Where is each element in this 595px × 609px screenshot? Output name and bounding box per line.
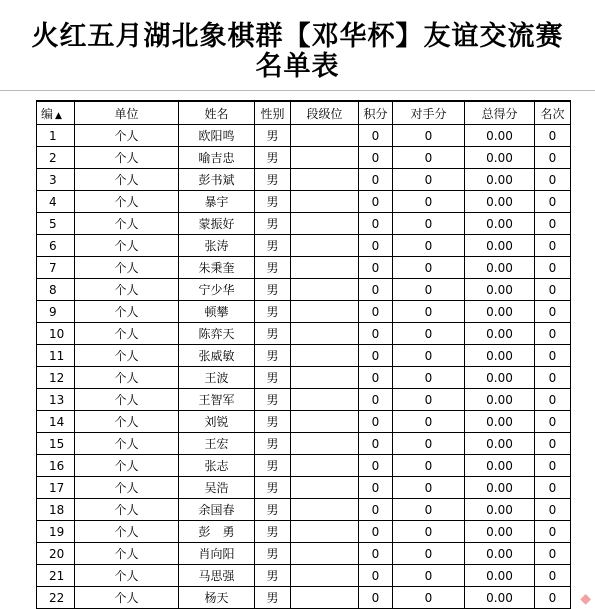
cell-place[interactable]: 0	[535, 125, 571, 147]
cell-name[interactable]: 陈弈天	[179, 323, 255, 345]
sort-ascending-icon[interactable]: ▲	[55, 110, 62, 121]
cell-rank[interactable]	[291, 323, 359, 345]
cell-gender[interactable]: 男	[255, 455, 291, 477]
cell-unit[interactable]: 个人	[75, 499, 179, 521]
cell-total[interactable]: 0.00	[465, 587, 535, 609]
cell-no[interactable]: 3	[37, 169, 75, 191]
cell-rank[interactable]	[291, 521, 359, 543]
table-row[interactable]	[37, 477, 571, 499]
cell-opponent-score[interactable]: 0	[393, 411, 465, 433]
cell-opponent-score[interactable]: 0	[393, 125, 465, 147]
cell-name[interactable]: 余国春	[179, 499, 255, 521]
cell-opponent-score[interactable]: 0	[393, 499, 465, 521]
cell-rank[interactable]	[291, 455, 359, 477]
cell-unit[interactable]: 个人	[75, 323, 179, 345]
cell-gender[interactable]: 男	[255, 125, 291, 147]
cell-gender[interactable]: 男	[255, 279, 291, 301]
table-header-row	[37, 101, 571, 125]
cell-gender[interactable]: 男	[255, 587, 291, 609]
cell-rank[interactable]	[291, 169, 359, 191]
cell-points[interactable]: 0	[359, 499, 393, 521]
page-subtitle: 名单表	[255, 51, 340, 82]
cell-unit[interactable]: 个人	[75, 235, 179, 257]
column-header-rank[interactable]: 段级位	[291, 101, 359, 125]
cell-points[interactable]: 0	[359, 587, 393, 609]
cell-unit[interactable]: 个人	[75, 587, 179, 609]
cell-opponent-score[interactable]: 0	[393, 433, 465, 455]
table-row[interactable]	[37, 455, 571, 477]
cell-opponent-score[interactable]: 0	[393, 345, 465, 367]
table-row[interactable]	[37, 301, 571, 323]
cell-opponent-score[interactable]: 0	[393, 279, 465, 301]
cell-place[interactable]: 0	[535, 235, 571, 257]
cell-place[interactable]: 0	[535, 169, 571, 191]
cell-no[interactable]: 22	[37, 587, 75, 609]
cell-points[interactable]: 0	[359, 257, 393, 279]
cell-points[interactable]: 0	[359, 477, 393, 499]
cell-name[interactable]: 顿攀	[179, 301, 255, 323]
cell-place[interactable]: 0	[535, 279, 571, 301]
cell-name[interactable]: 刘锐	[179, 411, 255, 433]
cell-no[interactable]: 17	[37, 477, 75, 499]
cell-points[interactable]: 0	[359, 367, 393, 389]
cell-name[interactable]: 喻吉忠	[179, 147, 255, 169]
cell-gender[interactable]: 男	[255, 433, 291, 455]
table-row[interactable]	[37, 147, 571, 169]
cell-rank[interactable]	[291, 499, 359, 521]
cell-total[interactable]: 0.00	[465, 367, 535, 389]
cell-name[interactable]: 朱秉奎	[179, 257, 255, 279]
cell-no[interactable]: 4	[37, 191, 75, 213]
cell-name[interactable]: 王智军	[179, 389, 255, 411]
cell-rank[interactable]	[291, 433, 359, 455]
cell-rank[interactable]	[291, 257, 359, 279]
cell-total[interactable]: 0.00	[465, 147, 535, 169]
cell-name[interactable]: 杨天	[179, 587, 255, 609]
cell-place[interactable]: 0	[535, 345, 571, 367]
cell-unit[interactable]: 个人	[75, 455, 179, 477]
cell-unit[interactable]: 个人	[75, 257, 179, 279]
cell-points[interactable]: 0	[359, 565, 393, 587]
cell-gender[interactable]: 男	[255, 565, 291, 587]
table-row[interactable]	[37, 565, 571, 587]
roster-table	[36, 100, 571, 609]
cell-rank[interactable]	[291, 565, 359, 587]
cell-opponent-score[interactable]: 0	[393, 169, 465, 191]
cell-rank[interactable]	[291, 125, 359, 147]
cell-place[interactable]: 0	[535, 147, 571, 169]
cell-no[interactable]: 7	[37, 257, 75, 279]
cell-place[interactable]: 0	[535, 191, 571, 213]
cell-total[interactable]: 0.00	[465, 433, 535, 455]
cell-total[interactable]: 0.00	[465, 235, 535, 257]
cell-gender[interactable]: 男	[255, 191, 291, 213]
cell-total[interactable]: 0.00	[465, 323, 535, 345]
cell-no[interactable]: 2	[37, 147, 75, 169]
cell-unit[interactable]: 个人	[75, 543, 179, 565]
table-row[interactable]	[37, 279, 571, 301]
cell-points[interactable]: 0	[359, 345, 393, 367]
cell-total[interactable]: 0.00	[465, 169, 535, 191]
cell-gender[interactable]: 男	[255, 345, 291, 367]
cell-unit[interactable]: 个人	[75, 301, 179, 323]
cell-place[interactable]: 0	[535, 323, 571, 345]
cell-name[interactable]: 暴宇	[179, 191, 255, 213]
cell-rank[interactable]	[291, 235, 359, 257]
table-row[interactable]	[37, 323, 571, 345]
cell-opponent-score[interactable]: 0	[393, 235, 465, 257]
cell-unit[interactable]: 个人	[75, 411, 179, 433]
cell-place[interactable]: 0	[535, 433, 571, 455]
cell-total[interactable]: 0.00	[465, 477, 535, 499]
cell-no[interactable]: 9	[37, 301, 75, 323]
cell-opponent-score[interactable]: 0	[393, 213, 465, 235]
cell-rank[interactable]	[291, 367, 359, 389]
cell-place[interactable]: 0	[535, 499, 571, 521]
cell-unit[interactable]: 个人	[75, 213, 179, 235]
table-row[interactable]	[37, 367, 571, 389]
cell-total[interactable]: 0.00	[465, 301, 535, 323]
cell-gender[interactable]: 男	[255, 257, 291, 279]
cell-rank[interactable]	[291, 191, 359, 213]
table-row[interactable]	[37, 433, 571, 455]
cell-points[interactable]: 0	[359, 411, 393, 433]
cell-name[interactable]: 欧阳鸣	[179, 125, 255, 147]
cell-unit[interactable]: 个人	[75, 367, 179, 389]
cell-name[interactable]: 张志	[179, 455, 255, 477]
column-header-name[interactable]: 姓名	[179, 101, 255, 125]
cell-gender[interactable]: 男	[255, 235, 291, 257]
table-row[interactable]	[37, 543, 571, 565]
cell-place[interactable]: 0	[535, 411, 571, 433]
cell-points[interactable]: 0	[359, 235, 393, 257]
cell-total[interactable]: 0.00	[465, 499, 535, 521]
column-header-opponent-score[interactable]: 对手分	[393, 101, 465, 125]
cell-total[interactable]: 0.00	[465, 345, 535, 367]
cell-points[interactable]: 0	[359, 279, 393, 301]
table-row[interactable]	[37, 411, 571, 433]
cell-points[interactable]: 0	[359, 147, 393, 169]
cell-gender[interactable]: 男	[255, 367, 291, 389]
cell-unit[interactable]: 个人	[75, 125, 179, 147]
table-row[interactable]	[37, 213, 571, 235]
cell-opponent-score[interactable]: 0	[393, 257, 465, 279]
roster-body	[37, 125, 571, 609]
cell-unit[interactable]: 个人	[75, 521, 179, 543]
table-row[interactable]	[37, 499, 571, 521]
cell-gender[interactable]: 男	[255, 499, 291, 521]
page-title: 火红五月湖北象棋群【邓华杯】友谊交流赛	[31, 21, 564, 52]
sheet-gridline	[0, 90, 595, 91]
table-row[interactable]	[37, 521, 571, 543]
cell-points[interactable]: 0	[359, 191, 393, 213]
cell-points[interactable]: 0	[359, 213, 393, 235]
cell-total[interactable]: 0.00	[465, 521, 535, 543]
cell-no[interactable]: 19	[37, 521, 75, 543]
cell-no[interactable]: 10	[37, 323, 75, 345]
table-row[interactable]	[37, 257, 571, 279]
cell-gender[interactable]: 男	[255, 543, 291, 565]
cell-unit[interactable]: 个人	[75, 389, 179, 411]
table-row[interactable]	[37, 345, 571, 367]
cell-gender[interactable]: 男	[255, 477, 291, 499]
cell-no[interactable]: 21	[37, 565, 75, 587]
cell-opponent-score[interactable]: 0	[393, 323, 465, 345]
cell-name[interactable]: 蒙振好	[179, 213, 255, 235]
cell-gender[interactable]: 男	[255, 411, 291, 433]
cell-name[interactable]: 张威敏	[179, 345, 255, 367]
cell-gender[interactable]: 男	[255, 323, 291, 345]
cell-name[interactable]: 张涛	[179, 235, 255, 257]
cell-points[interactable]: 0	[359, 389, 393, 411]
column-header-no[interactable]: 编 ▲	[37, 101, 75, 125]
cell-total[interactable]: 0.00	[465, 125, 535, 147]
cell-total[interactable]: 0.00	[465, 257, 535, 279]
cell-total[interactable]: 0.00	[465, 411, 535, 433]
cell-opponent-score[interactable]: 0	[393, 477, 465, 499]
cell-name[interactable]: 彭书斌	[179, 169, 255, 191]
cell-place[interactable]: 0	[535, 213, 571, 235]
cell-place[interactable]: 0	[535, 477, 571, 499]
table-row[interactable]	[37, 169, 571, 191]
cell-no[interactable]: 8	[37, 279, 75, 301]
table-row[interactable]	[37, 125, 571, 147]
cell-rank[interactable]	[291, 389, 359, 411]
cell-rank[interactable]	[291, 587, 359, 609]
cell-total[interactable]: 0.00	[465, 191, 535, 213]
cell-gender[interactable]: 男	[255, 389, 291, 411]
cell-opponent-score[interactable]: 0	[393, 367, 465, 389]
cell-total[interactable]: 0.00	[465, 565, 535, 587]
cell-no[interactable]: 16	[37, 455, 75, 477]
cell-rank[interactable]	[291, 213, 359, 235]
cell-gender[interactable]: 男	[255, 169, 291, 191]
cell-points[interactable]: 0	[359, 521, 393, 543]
cell-unit[interactable]: 个人	[75, 169, 179, 191]
cell-points[interactable]: 0	[359, 323, 393, 345]
cell-total[interactable]: 0.00	[465, 213, 535, 235]
column-header-gender[interactable]: 性别	[255, 101, 291, 125]
cell-gender[interactable]: 男	[255, 301, 291, 323]
cell-unit[interactable]: 个人	[75, 565, 179, 587]
cell-name[interactable]: 马思强	[179, 565, 255, 587]
cell-unit[interactable]: 个人	[75, 345, 179, 367]
cell-points[interactable]: 0	[359, 455, 393, 477]
table-row[interactable]	[37, 235, 571, 257]
cell-opponent-score[interactable]: 0	[393, 389, 465, 411]
cell-unit[interactable]: 个人	[75, 477, 179, 499]
cell-gender[interactable]: 男	[255, 521, 291, 543]
cell-rank[interactable]	[291, 345, 359, 367]
cell-gender[interactable]: 男	[255, 213, 291, 235]
cell-no[interactable]: 1	[37, 125, 75, 147]
cell-unit[interactable]: 个人	[75, 191, 179, 213]
cell-no[interactable]: 15	[37, 433, 75, 455]
cell-total[interactable]: 0.00	[465, 543, 535, 565]
cell-name[interactable]: 肖向阳	[179, 543, 255, 565]
cell-opponent-score[interactable]: 0	[393, 543, 465, 565]
cell-points[interactable]: 0	[359, 125, 393, 147]
cell-opponent-score[interactable]: 0	[393, 147, 465, 169]
watermark-logo: ◆	[580, 591, 591, 607]
cell-rank[interactable]	[291, 279, 359, 301]
cell-name[interactable]: 王宏	[179, 433, 255, 455]
cell-place[interactable]: 0	[535, 257, 571, 279]
cell-opponent-score[interactable]: 0	[393, 455, 465, 477]
cell-gender[interactable]: 男	[255, 147, 291, 169]
table-row[interactable]	[37, 389, 571, 411]
cell-points[interactable]: 0	[359, 433, 393, 455]
cell-no[interactable]: 20	[37, 543, 75, 565]
cell-no[interactable]: 6	[37, 235, 75, 257]
cell-opponent-score[interactable]: 0	[393, 587, 465, 609]
cell-opponent-score[interactable]: 0	[393, 565, 465, 587]
cell-unit[interactable]: 个人	[75, 279, 179, 301]
cell-total[interactable]: 0.00	[465, 455, 535, 477]
cell-place[interactable]: 0	[535, 389, 571, 411]
cell-unit[interactable]: 个人	[75, 147, 179, 169]
cell-no[interactable]: 11	[37, 345, 75, 367]
cell-rank[interactable]	[291, 477, 359, 499]
cell-name[interactable]: 彭 勇	[179, 521, 255, 543]
cell-rank[interactable]	[291, 543, 359, 565]
cell-rank[interactable]	[291, 411, 359, 433]
cell-opponent-score[interactable]: 0	[393, 521, 465, 543]
cell-points[interactable]: 0	[359, 301, 393, 323]
cell-place[interactable]: 0	[535, 565, 571, 587]
cell-total[interactable]: 0.00	[465, 389, 535, 411]
cell-total[interactable]: 0.00	[465, 279, 535, 301]
cell-points[interactable]: 0	[359, 169, 393, 191]
cell-place[interactable]: 0	[535, 587, 571, 609]
cell-unit[interactable]: 个人	[75, 433, 179, 455]
cell-place[interactable]: 0	[535, 521, 571, 543]
table-row[interactable]	[37, 191, 571, 213]
cell-place[interactable]: 0	[535, 367, 571, 389]
cell-place[interactable]: 0	[535, 455, 571, 477]
column-header-points[interactable]: 积分	[359, 101, 393, 125]
cell-no[interactable]: 5	[37, 213, 75, 235]
cell-no[interactable]: 13	[37, 389, 75, 411]
column-header-unit[interactable]: 单位	[75, 101, 179, 125]
cell-name[interactable]: 王波	[179, 367, 255, 389]
cell-place[interactable]: 0	[535, 301, 571, 323]
cell-place[interactable]: 0	[535, 543, 571, 565]
cell-rank[interactable]	[291, 301, 359, 323]
cell-opponent-score[interactable]: 0	[393, 191, 465, 213]
cell-name[interactable]: 宁少华	[179, 279, 255, 301]
cell-name[interactable]: 吴浩	[179, 477, 255, 499]
cell-rank[interactable]	[291, 147, 359, 169]
cell-no[interactable]: 18	[37, 499, 75, 521]
cell-points[interactable]: 0	[359, 543, 393, 565]
table-row[interactable]	[37, 587, 571, 609]
cell-no[interactable]: 12	[37, 367, 75, 389]
column-header-total[interactable]: 总得分	[465, 101, 535, 125]
cell-no[interactable]: 14	[37, 411, 75, 433]
column-header-place[interactable]: 名次	[535, 101, 571, 125]
cell-opponent-score[interactable]: 0	[393, 301, 465, 323]
